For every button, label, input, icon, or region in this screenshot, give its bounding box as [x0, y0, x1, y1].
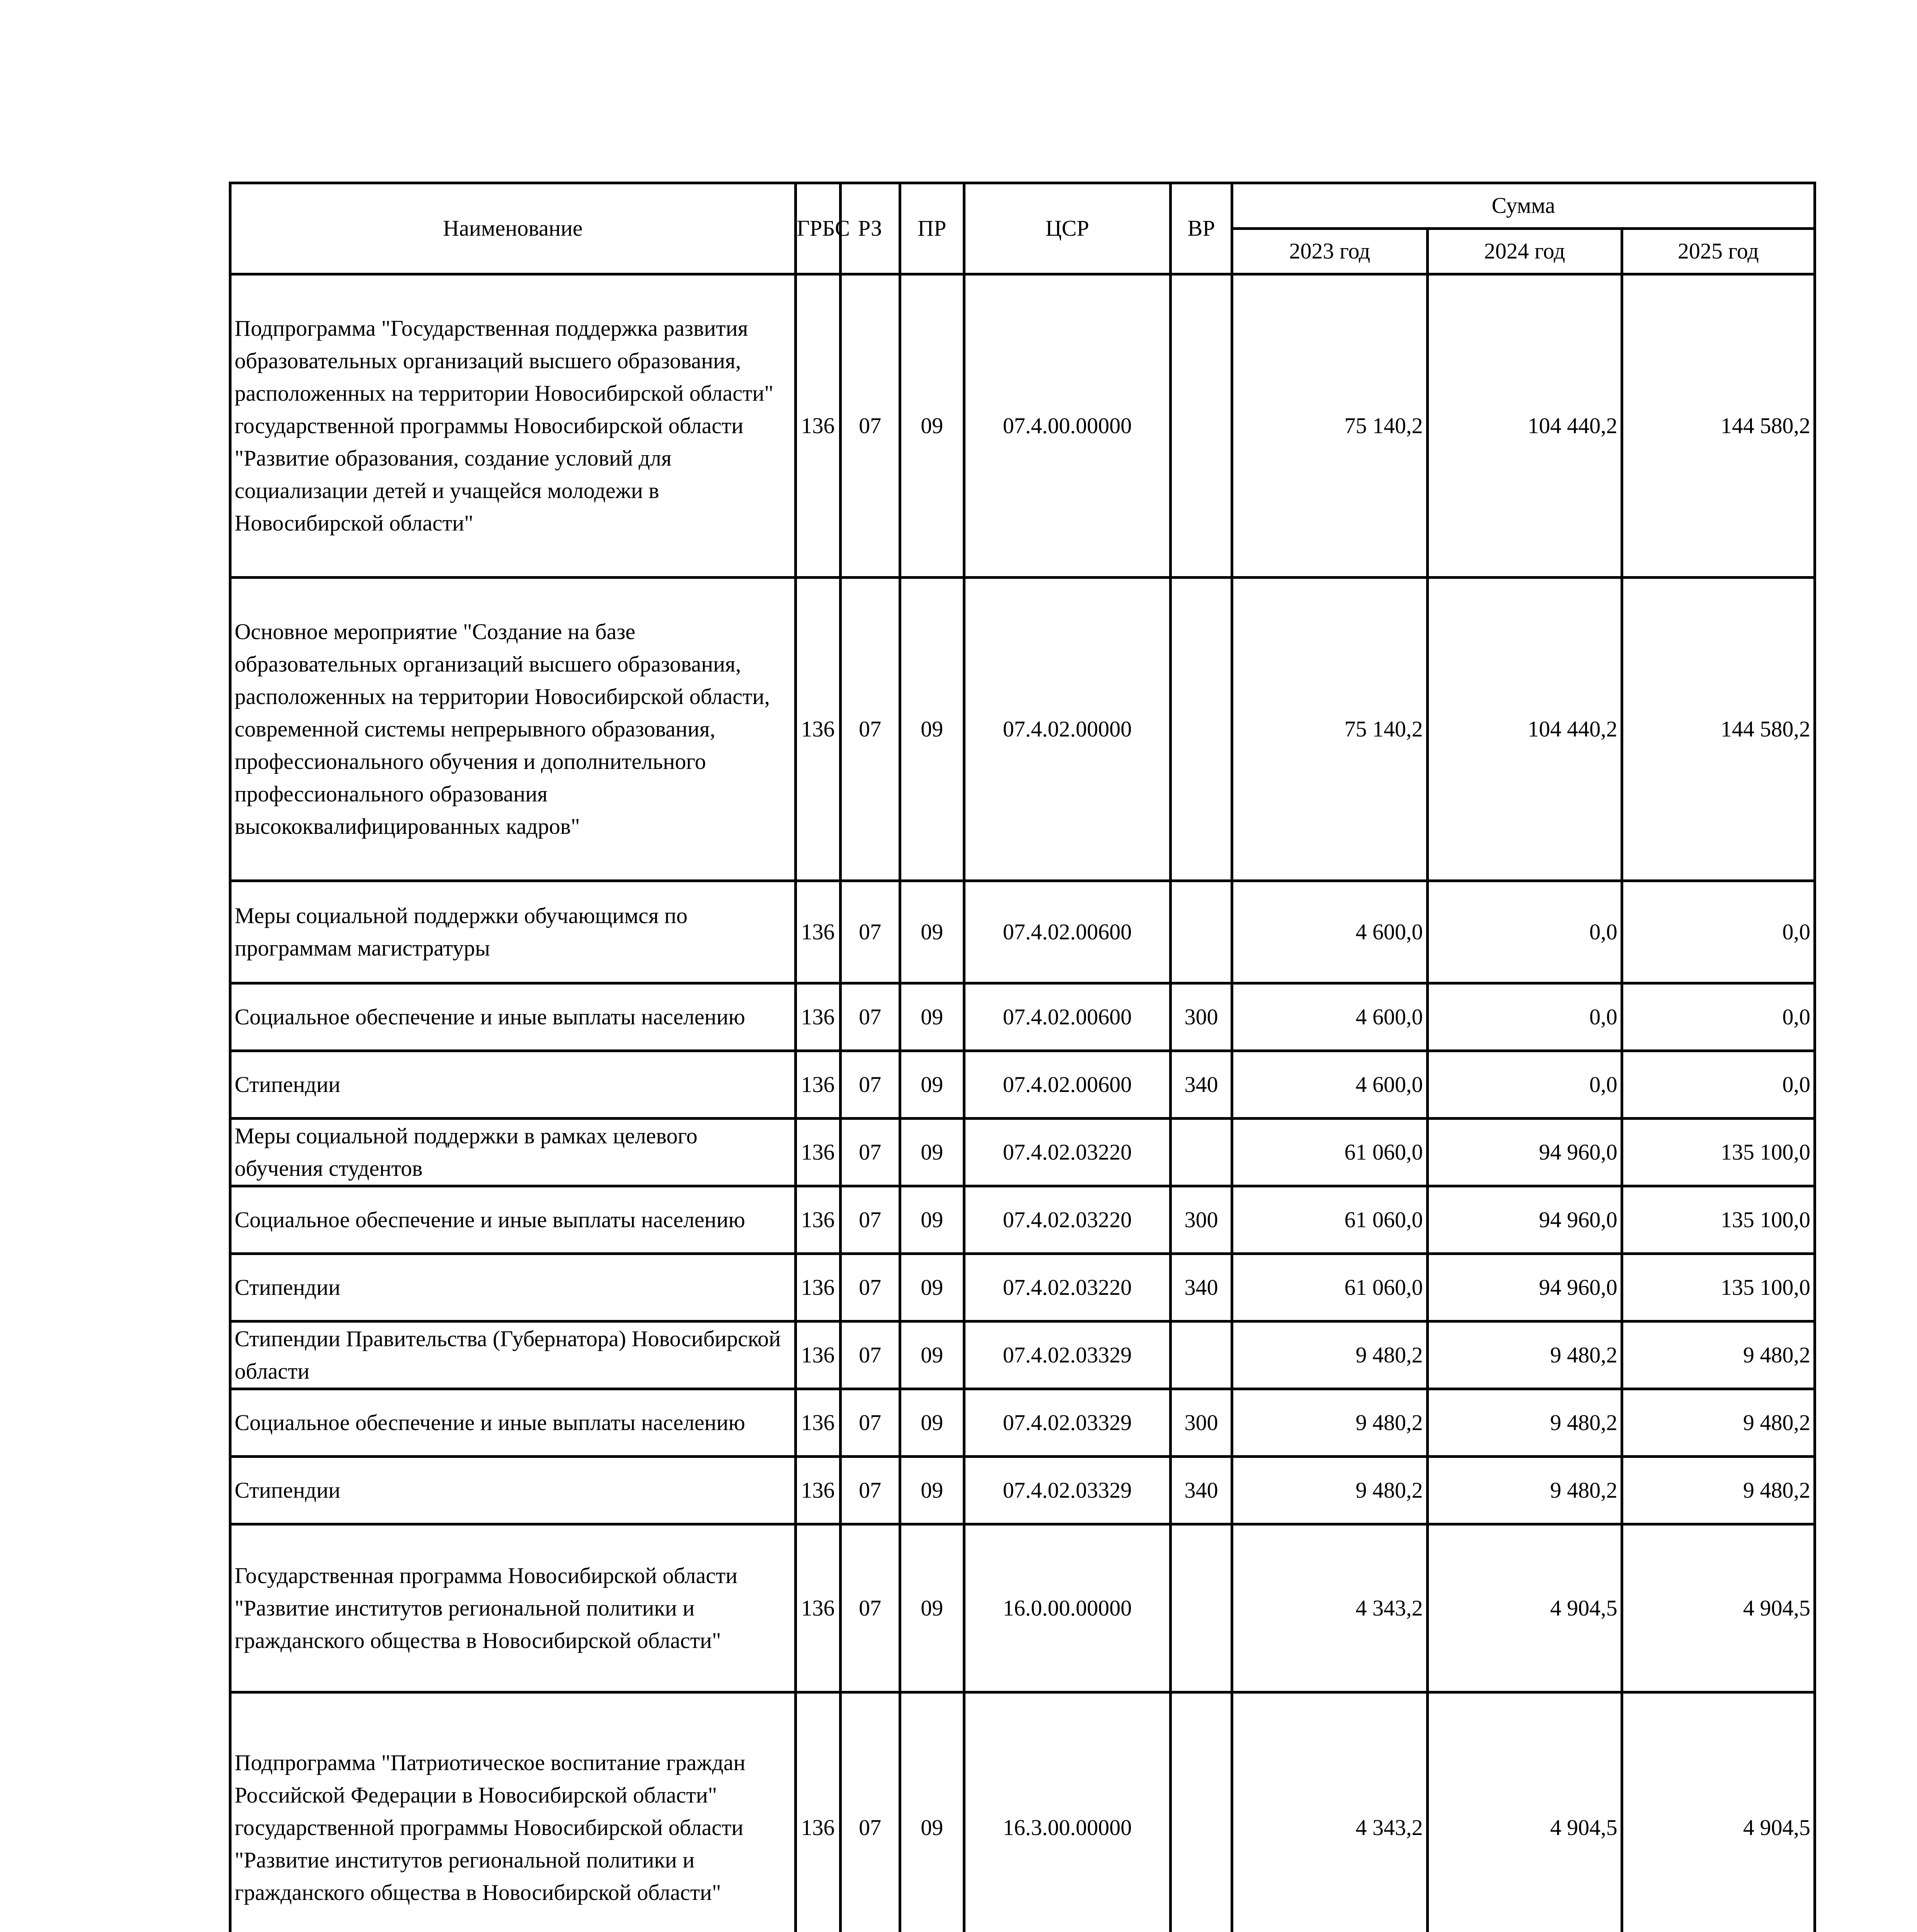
cell-vr	[1171, 1692, 1232, 1932]
header-year-2024: 2024 год	[1427, 229, 1622, 274]
cell-rz: 07	[840, 274, 900, 578]
cell-vr: 300	[1171, 1389, 1232, 1457]
cell-pr: 09	[900, 578, 964, 881]
cell-sum-2025: 0,0	[1622, 1051, 1815, 1119]
table-header	[230, 183, 1815, 274]
cell-sum-2025: 9 480,2	[1622, 1389, 1815, 1457]
cell-grbs: 136	[795, 1321, 840, 1389]
cell-sum-2025: 9 480,2	[1622, 1321, 1815, 1389]
cell-vr	[1171, 274, 1232, 578]
header-sum: Сумма	[1232, 183, 1815, 229]
cell-rz: 07	[840, 881, 900, 983]
cell-pr: 09	[900, 1457, 964, 1524]
cell-csr: 07.4.02.03329	[964, 1321, 1170, 1389]
cell-csr: 07.4.02.00600	[964, 881, 1170, 983]
cell-rz: 07	[840, 1119, 900, 1186]
cell-rz: 07	[840, 578, 900, 881]
cell-sum-2024: 4 904,5	[1427, 1692, 1622, 1932]
cell-csr: 07.4.02.03220	[964, 1254, 1170, 1321]
cell-rz: 07	[840, 1321, 900, 1389]
cell-sum-2023: 61 060,0	[1232, 1186, 1427, 1254]
cell-sum-2025: 0,0	[1622, 881, 1815, 983]
cell-csr: 07.4.02.03220	[964, 1119, 1170, 1186]
cell-sum-2023: 61 060,0	[1232, 1254, 1427, 1321]
cell-grbs: 136	[795, 1457, 840, 1524]
cell-sum-2025: 144 580,2	[1622, 274, 1815, 578]
cell-grbs: 136	[795, 1389, 840, 1457]
header-grbs: ГРБС	[795, 183, 840, 274]
cell-name: Стипендии	[230, 1254, 796, 1321]
cell-vr: 300	[1171, 1186, 1232, 1254]
cell-csr: 07.4.02.03329	[964, 1389, 1170, 1457]
cell-grbs: 136	[795, 881, 840, 983]
cell-name: Социальное обеспечение и иные выплаты населению	[230, 1186, 796, 1254]
cell-sum-2023: 61 060,0	[1232, 1119, 1427, 1186]
cell-sum-2024: 0,0	[1427, 881, 1622, 983]
budget-table	[229, 182, 1816, 1932]
cell-vr: 300	[1171, 983, 1232, 1051]
cell-vr	[1171, 1119, 1232, 1186]
cell-pr: 09	[900, 1692, 964, 1932]
cell-grbs: 136	[795, 1692, 840, 1932]
cell-rz: 07	[840, 983, 900, 1051]
cell-sum-2024: 0,0	[1427, 1051, 1622, 1119]
cell-name: Государственная программа Новосибирской области "Развитие институтов региональной политики и гражданского общества в Новосибирской области"	[230, 1524, 796, 1692]
cell-csr: 07.4.02.03329	[964, 1457, 1170, 1524]
cell-sum-2025: 144 580,2	[1622, 578, 1815, 881]
cell-sum-2023: 4 600,0	[1232, 881, 1427, 983]
cell-sum-2024: 94 960,0	[1427, 1119, 1622, 1186]
cell-sum-2024: 9 480,2	[1427, 1321, 1622, 1389]
cell-vr	[1171, 578, 1232, 881]
cell-csr: 16.0.00.00000	[964, 1524, 1170, 1692]
cell-sum-2024: 9 480,2	[1427, 1389, 1622, 1457]
cell-sum-2024: 94 960,0	[1427, 1254, 1622, 1321]
table-row	[230, 1389, 1815, 1457]
cell-csr: 07.4.00.00000	[964, 274, 1170, 578]
cell-vr	[1171, 1524, 1232, 1692]
cell-sum-2025: 135 100,0	[1622, 1254, 1815, 1321]
cell-name: Социальное обеспечение и иные выплаты населению	[230, 983, 796, 1051]
cell-sum-2023: 9 480,2	[1232, 1321, 1427, 1389]
cell-sum-2025: 0,0	[1622, 983, 1815, 1051]
cell-pr: 09	[900, 881, 964, 983]
table-row	[230, 1254, 1815, 1321]
cell-vr: 340	[1171, 1254, 1232, 1321]
cell-grbs: 136	[795, 1051, 840, 1119]
cell-grbs: 136	[795, 274, 840, 578]
cell-name: Стипендии	[230, 1457, 796, 1524]
cell-sum-2025: 4 904,5	[1622, 1524, 1815, 1692]
cell-sum-2023: 4 343,2	[1232, 1692, 1427, 1932]
cell-sum-2025: 9 480,2	[1622, 1457, 1815, 1524]
cell-name: Основное мероприятие "Создание на базе образовательных организаций высшего образования, расположенных на территории Новосибирской области, современной системы непрерывного образования, профессионального обучения и дополнительного профессионального образования высококвалифицированных кадров"	[230, 578, 796, 881]
cell-rz: 07	[840, 1524, 900, 1692]
cell-vr	[1171, 1321, 1232, 1389]
cell-pr: 09	[900, 1186, 964, 1254]
table-row	[230, 1051, 1815, 1119]
cell-sum-2023: 4 343,2	[1232, 1524, 1427, 1692]
cell-pr: 09	[900, 1119, 964, 1186]
cell-csr: 07.4.02.00600	[964, 1051, 1170, 1119]
header-rz: РЗ	[840, 183, 900, 274]
cell-name: Социальное обеспечение и иные выплаты населению	[230, 1389, 796, 1457]
header-csr: ЦСР	[964, 183, 1170, 274]
cell-grbs: 136	[795, 983, 840, 1051]
cell-vr	[1171, 881, 1232, 983]
cell-name: Меры социальной поддержки в рамках целевого обучения студентов	[230, 1119, 796, 1186]
cell-vr: 340	[1171, 1457, 1232, 1524]
table-row	[230, 1524, 1815, 1692]
cell-rz: 07	[840, 1692, 900, 1932]
cell-csr: 07.4.02.00600	[964, 983, 1170, 1051]
cell-csr: 07.4.02.03220	[964, 1186, 1170, 1254]
cell-sum-2023: 4 600,0	[1232, 1051, 1427, 1119]
cell-sum-2023: 4 600,0	[1232, 983, 1427, 1051]
cell-pr: 09	[900, 1389, 964, 1457]
cell-rz: 07	[840, 1051, 900, 1119]
cell-name: Подпрограмма "Патриотическое воспитание граждан Российской Федерации в Новосибирской области" государственной программы Новосибирской области "Развитие институтов региональной политики и гражданского общества в Новосибирской области"	[230, 1692, 796, 1932]
cell-rz: 07	[840, 1457, 900, 1524]
cell-sum-2023: 75 140,2	[1232, 274, 1427, 578]
cell-rz: 07	[840, 1389, 900, 1457]
cell-sum-2024: 0,0	[1427, 983, 1622, 1051]
cell-rz: 07	[840, 1254, 900, 1321]
header-year-2025: 2025 год	[1622, 229, 1815, 274]
cell-grbs: 136	[795, 1186, 840, 1254]
cell-csr: 16.3.00.00000	[964, 1692, 1170, 1932]
cell-pr: 09	[900, 1254, 964, 1321]
table-row	[230, 1457, 1815, 1524]
cell-rz: 07	[840, 1186, 900, 1254]
cell-sum-2024: 4 904,5	[1427, 1524, 1622, 1692]
cell-sum-2024: 94 960,0	[1427, 1186, 1622, 1254]
cell-name: Стипендии Правительства (Губернатора) Новосибирской области	[230, 1321, 796, 1389]
table-row	[230, 1321, 1815, 1389]
table-row	[230, 1186, 1815, 1254]
cell-sum-2025: 4 904,5	[1622, 1692, 1815, 1932]
header-year-2023: 2023 год	[1232, 229, 1427, 274]
header-name: Наименование	[230, 183, 796, 274]
table-row	[230, 1119, 1815, 1186]
cell-pr: 09	[900, 274, 964, 578]
cell-pr: 09	[900, 983, 964, 1051]
cell-grbs: 136	[795, 578, 840, 881]
cell-name: Стипендии	[230, 1051, 796, 1119]
cell-name: Подпрограмма "Государственная поддержка развития образовательных организаций высшего образования, расположенных на территории Новосибирской области" государственной программы Новосибирской области "Развитие образования, создание условий для социализации детей и учащейся молодежи в Новосибирской области"	[230, 274, 796, 578]
cell-sum-2023: 9 480,2	[1232, 1389, 1427, 1457]
cell-sum-2023: 75 140,2	[1232, 578, 1427, 881]
cell-sum-2025: 135 100,0	[1622, 1119, 1815, 1186]
cell-pr: 09	[900, 1524, 964, 1692]
table-row	[230, 881, 1815, 983]
cell-pr: 09	[900, 1051, 964, 1119]
table-row	[230, 578, 1815, 881]
cell-sum-2024: 104 440,2	[1427, 274, 1622, 578]
cell-csr: 07.4.02.00000	[964, 578, 1170, 881]
table-row	[230, 983, 1815, 1051]
cell-grbs: 136	[795, 1119, 840, 1186]
cell-name: Меры социальной поддержки обучающимся по программам магистратуры	[230, 881, 796, 983]
table-body	[230, 274, 1815, 1932]
cell-vr: 340	[1171, 1051, 1232, 1119]
table-row	[230, 274, 1815, 578]
cell-sum-2025: 135 100,0	[1622, 1186, 1815, 1254]
cell-sum-2024: 9 480,2	[1427, 1457, 1622, 1524]
cell-sum-2024: 104 440,2	[1427, 578, 1622, 881]
cell-sum-2023: 9 480,2	[1232, 1457, 1427, 1524]
header-pr: ПР	[900, 183, 964, 274]
header-vr: ВР	[1171, 183, 1232, 274]
table-row	[230, 1692, 1815, 1932]
cell-pr: 09	[900, 1321, 964, 1389]
cell-grbs: 136	[795, 1254, 840, 1321]
cell-grbs: 136	[795, 1524, 840, 1692]
